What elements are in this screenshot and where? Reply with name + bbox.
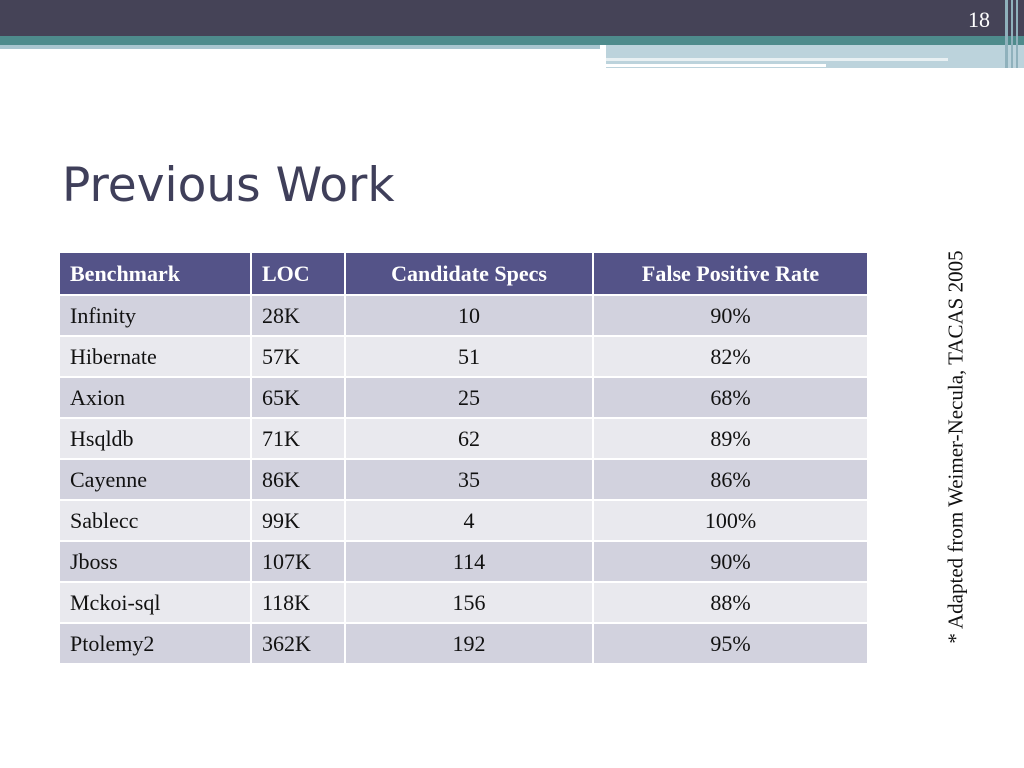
cell-benchmark: Ptolemy2	[60, 623, 251, 664]
header-candidate-specs: Candidate Specs	[345, 253, 593, 295]
cell-loc: 107K	[251, 541, 345, 582]
cell-candidate-specs: 25	[345, 377, 593, 418]
cell-false-positive-rate: 90%	[593, 295, 868, 336]
cell-candidate-specs: 114	[345, 541, 593, 582]
table-header-row	[60, 253, 868, 295]
cell-benchmark: Infinity	[60, 295, 251, 336]
cell-false-positive-rate: 68%	[593, 377, 868, 418]
cell-loc: 86K	[251, 459, 345, 500]
cell-loc: 99K	[251, 500, 345, 541]
cell-loc: 57K	[251, 336, 345, 377]
header-stripe	[1016, 0, 1018, 68]
benchmark-table	[60, 253, 869, 665]
cell-candidate-specs: 62	[345, 418, 593, 459]
table-row	[60, 500, 868, 541]
cell-loc: 65K	[251, 377, 345, 418]
cell-false-positive-rate: 90%	[593, 541, 868, 582]
table-row	[60, 459, 868, 500]
header-teal-band	[0, 36, 1024, 45]
cell-false-positive-rate: 88%	[593, 582, 868, 623]
header-stripe	[1005, 0, 1008, 68]
header-loc: LOC	[251, 253, 345, 295]
cell-loc: 362K	[251, 623, 345, 664]
cell-benchmark: Hsqldb	[60, 418, 251, 459]
cell-false-positive-rate: 95%	[593, 623, 868, 664]
slide-title: Previous Work	[62, 158, 395, 213]
table-row	[60, 377, 868, 418]
cell-false-positive-rate: 89%	[593, 418, 868, 459]
cell-candidate-specs: 10	[345, 295, 593, 336]
cell-loc: 28K	[251, 295, 345, 336]
cell-candidate-specs: 4	[345, 500, 593, 541]
cell-candidate-specs: 156	[345, 582, 593, 623]
cell-false-positive-rate: 100%	[593, 500, 868, 541]
cell-loc: 71K	[251, 418, 345, 459]
table-row	[60, 541, 868, 582]
header-false-positive-rate: False Positive Rate	[593, 253, 868, 295]
table-row	[60, 418, 868, 459]
cell-benchmark: Jboss	[60, 541, 251, 582]
header-right-line-2	[606, 64, 826, 67]
table-row	[60, 336, 868, 377]
header-right-line	[606, 58, 948, 61]
cell-candidate-specs: 192	[345, 623, 593, 664]
cell-candidate-specs: 51	[345, 336, 593, 377]
cell-false-positive-rate: 82%	[593, 336, 868, 377]
header-stripe	[1011, 0, 1013, 68]
cell-false-positive-rate: 86%	[593, 459, 868, 500]
table-row	[60, 582, 868, 623]
header-light-band	[0, 45, 600, 49]
table-row	[60, 295, 868, 336]
cell-benchmark: Mckoi-sql	[60, 582, 251, 623]
header-bar	[0, 0, 1024, 36]
table-row	[60, 623, 868, 664]
cell-benchmark: Sablecc	[60, 500, 251, 541]
source-footnote: * Adapted from Weimer-Necula, TACAS 2005	[943, 250, 968, 644]
cell-loc: 118K	[251, 582, 345, 623]
cell-benchmark: Axion	[60, 377, 251, 418]
cell-benchmark: Cayenne	[60, 459, 251, 500]
cell-candidate-specs: 35	[345, 459, 593, 500]
header-benchmark: Benchmark	[60, 253, 251, 295]
cell-benchmark: Hibernate	[60, 336, 251, 377]
page-number: 18	[968, 7, 990, 32]
